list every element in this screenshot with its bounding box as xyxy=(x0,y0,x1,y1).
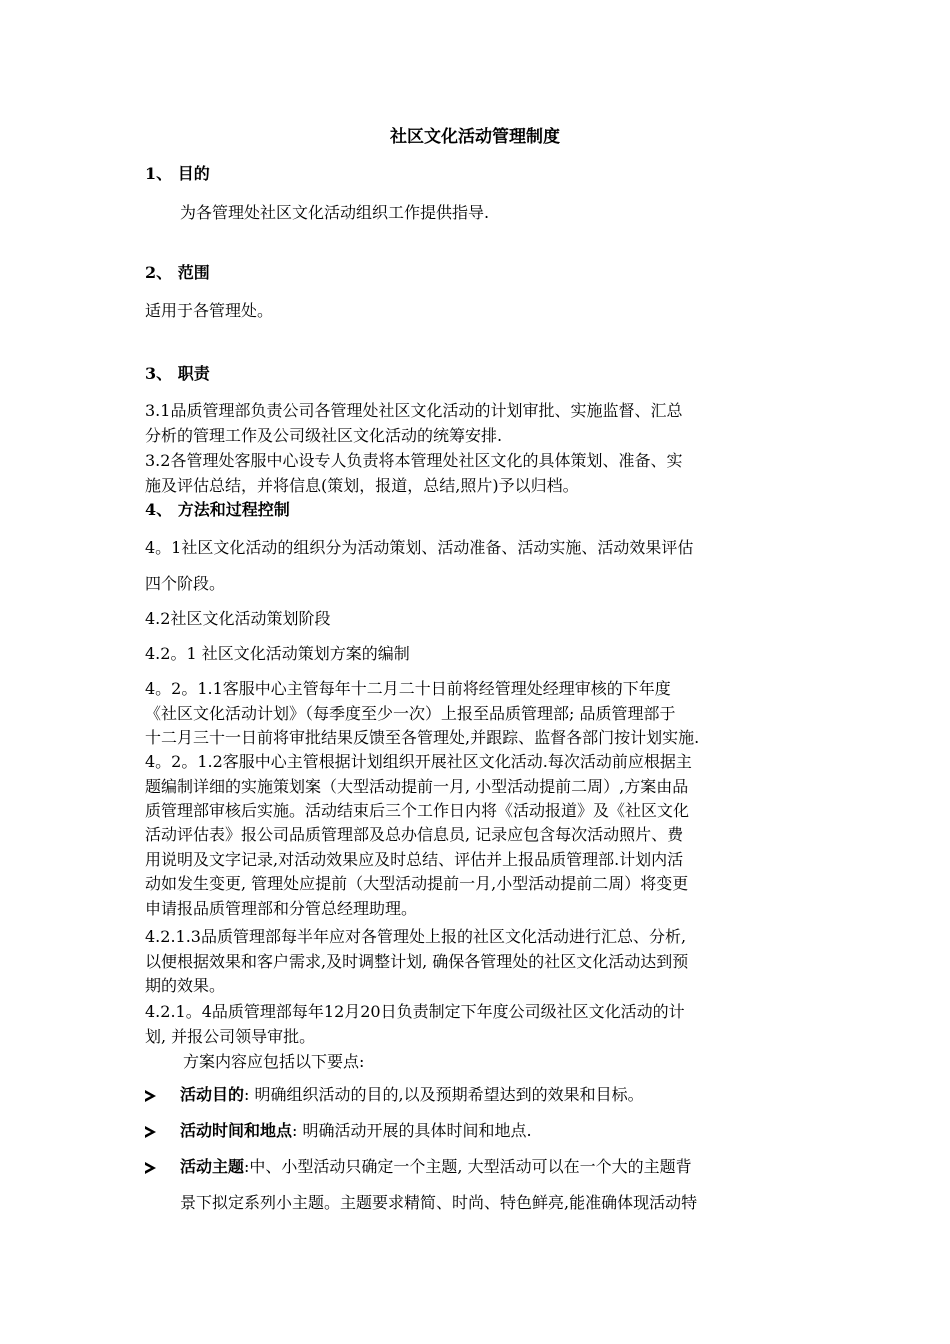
section-1-text: 为各管理处社区文化活动组织工作提供指导. xyxy=(180,203,490,222)
bullet-label: 活动主题 xyxy=(180,1157,245,1176)
section-4-line: 期的效果。 xyxy=(145,976,226,995)
section-3-heading: 3、 职责 xyxy=(145,364,210,383)
bullet-label: 活动时间和地点 xyxy=(180,1121,293,1140)
bullet-arrow-icon xyxy=(145,1126,156,1138)
document-title: 社区文化活动管理制度 xyxy=(390,127,560,147)
section-4-line: 4。2。1.1客服中心主管每年十二月二十日前将经管理处经理审核的下年度 xyxy=(145,679,671,698)
section-4-line: 活动评估表》报公司品质管理部及总办信息员, 记录应包含每次活动照片、费 xyxy=(145,825,684,844)
section-4-line: 十二月三十一日前将审批结果反馈至各管理处,并跟踪、监督各部门按计划实施. xyxy=(145,728,700,747)
bullet-text: : 明确组织活动的目的,以及预期希望达到的效果和目标。 xyxy=(244,1085,644,1104)
section-4-line: 《社区文化活动计划》（每季度至少一次）上报至品质管理部; 品质管理部于 xyxy=(145,704,676,723)
bullet-arrow-icon xyxy=(145,1090,156,1102)
section-3-line: 施及评估总结，并将信息(策划，报道，总结,照片)予以归档。 xyxy=(145,476,579,495)
bullet-arrow-icon xyxy=(145,1162,156,1174)
section-4-line: 划, 并报公司领导审批。 xyxy=(145,1027,316,1046)
bullet-text: : 明确活动开展的具体时间和地点. xyxy=(292,1121,532,1140)
section-4-line: 4.2.1。4品质管理部每年12月20日负责制定下年度公司级社区文化活动的计 xyxy=(145,1002,685,1021)
bullet-item xyxy=(180,1119,532,1143)
section-4-line: 申请报品质管理部和分管总经理助理。 xyxy=(145,899,418,918)
section-4-line: 题编制详细的实施策划案（大型活动提前一月, 小型活动提前二周）,方案由品 xyxy=(145,777,689,796)
section-4-line: 质管理部审核后实施。活动结束后三个工作日内将《活动报道》及《社区文化 xyxy=(145,801,690,820)
section-4-line: 以便根据效果和客户需求,及时调整计划, 确保各管理处的社区文化活动达到预 xyxy=(145,952,689,971)
section-3-line: 3.1品质管理部负责公司各管理处社区文化活动的计划审批、实施监督、汇总 xyxy=(145,401,683,420)
section-4-line: 4。1社区文化活动的组织分为活动策划、活动准备、活动实施、活动效果评估 xyxy=(145,538,694,557)
section-3-line: 分析的管理工作及公司级社区文化活动的统筹安排. xyxy=(145,426,503,445)
section-4-line: 4.2.1.3品质管理部每半年应对各管理处上报的社区文化活动进行汇总、分析, xyxy=(145,927,687,946)
section-4-line: 4。2。1.2客服中心主管根据计划组织开展社区文化活动.每次活动前应根据主 xyxy=(145,752,692,771)
bullet-continuation: 景下拟定系列小主题。主题要求精简、时尚、特色鲜亮,能准确体现活动特 xyxy=(180,1193,698,1212)
bullet-item xyxy=(180,1155,692,1179)
bullet-item xyxy=(180,1083,644,1107)
section-4-heading: 4、 方法和过程控制 xyxy=(145,500,290,519)
section-2-heading: 2、 范围 xyxy=(145,263,210,282)
section-4-line: 方案内容应包括以下要点: xyxy=(183,1052,365,1071)
section-3-line: 3.2各管理处客服中心设专人负责将本管理处社区文化的具体策划、准备、实 xyxy=(145,451,683,470)
section-4-line: 4.2。1 社区文化活动策划方案的编制 xyxy=(145,644,410,663)
section-1-heading: 1、 目的 xyxy=(145,164,210,183)
section-2-text: 适用于各管理处。 xyxy=(145,301,274,320)
bullet-text: :中、小型活动只确定一个主题, 大型活动可以在一个大的主题背 xyxy=(244,1157,692,1176)
section-4-line: 用说明及文字记录,对活动效果应及时总结、评估并上报品质管理部.计划内活 xyxy=(145,850,684,869)
bullet-label: 活动目的 xyxy=(180,1085,245,1104)
section-4-line: 动如发生变更, 管理处应提前（大型活动提前一月,小型活动提前二周）将变更 xyxy=(145,874,689,893)
section-4-line: 四个阶段。 xyxy=(145,574,226,593)
section-4-line: 4.2社区文化活动策划阶段 xyxy=(145,609,331,628)
